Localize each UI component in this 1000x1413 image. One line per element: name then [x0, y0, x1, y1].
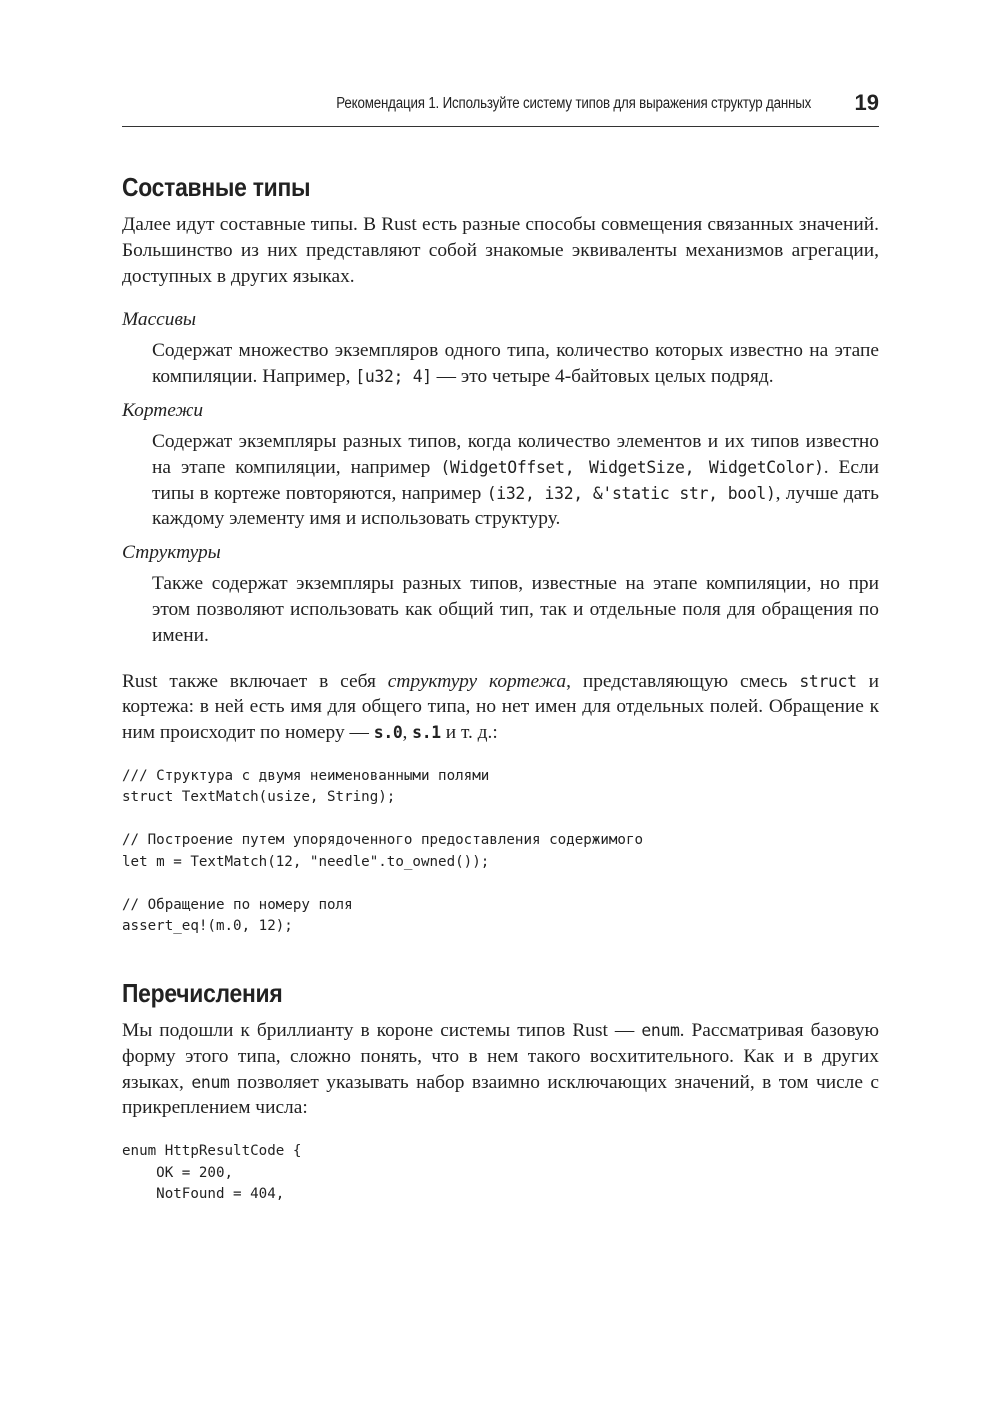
running-header	[122, 92, 879, 127]
running-title: Рекомендация 1. Используйте систему типов для выражения структур данных	[336, 95, 811, 112]
inline-code: (i32, i32, &'static str, bool)	[486, 483, 776, 503]
term-structs: Структуры	[122, 542, 221, 564]
inline-code: (WidgetOffset, WidgetSize, WidgetColor)	[440, 457, 824, 477]
paragraph-text: позволяет указывать набор взаимно исключающих значений, в том числе с прикреплением числа:	[122, 1071, 879, 1119]
code-line: struct TextMatch(usize, String);	[122, 789, 396, 806]
inline-code: enum	[641, 1020, 680, 1040]
code-line: OK = 200,	[122, 1164, 234, 1181]
enum-paragraph	[122, 1018, 879, 1121]
inline-code: s.1	[412, 723, 441, 743]
code-line: NotFound = 404,	[122, 1186, 285, 1203]
code-line: // Построение путем упорядоченного предоставления содержимого	[122, 832, 644, 849]
definition-text: , лучше дать каждому элементу имя и использовать структуру.	[152, 482, 879, 530]
paragraph-text: . Рассматривая базовую форму этого типа, сложно понять, что в нем такого восхитительного. Как и в других языках,	[122, 1019, 879, 1093]
code-line: /// Структура с двумя неименованными полями	[122, 767, 490, 784]
paragraph-text: и кортежа: в ней есть имя для общего типа, но нет имен для отдельных полей. Обращение к ним происходит по номеру —	[122, 670, 879, 744]
definition-text: — это четыре 4-байтовых целых подряд.	[431, 366, 774, 388]
code-block-enum	[122, 1141, 879, 1206]
paragraph-text: ,	[402, 722, 413, 744]
definition-text: Содержат множество экземпляров одного типа, количество которых известно на этапе компиляции. Например,	[152, 340, 879, 388]
term-arrays: Массивы	[122, 309, 197, 331]
inline-code: enum	[191, 1072, 230, 1092]
paragraph-text: Мы подошли к бриллианту в короне системы типов Rust —	[122, 1019, 642, 1041]
inline-code: struct	[799, 671, 857, 691]
definition-arrays	[152, 338, 879, 390]
italic-term: структуру кортежа	[387, 670, 567, 692]
term-tuples: Кортежи	[122, 399, 204, 421]
inline-code: s.0	[373, 723, 403, 743]
definition-text: . Если типы в кортеже повторяются, например	[152, 456, 880, 504]
page-number: 19	[854, 90, 879, 115]
tuple-struct-paragraph	[122, 669, 879, 746]
intro-paragraph: Далее идут составные типы. В Rust есть разные способы совмещения связанных значений. Большинство из них представляют собой знакомые эквиваленты механизмов агрегации, доступных в других языках.	[122, 214, 879, 287]
code-line: // Обращение по номеру поля	[122, 896, 353, 913]
section-heading-compound-types: Составные типы	[122, 172, 311, 202]
paragraph-text: Rust также включает в себя	[122, 670, 388, 692]
code-line: enum HttpResultCode {	[122, 1143, 302, 1160]
paragraph-text: и т. д.:	[440, 722, 498, 744]
paragraph-text: , представляющую смесь	[566, 670, 800, 692]
inline-code: [u32; 4]	[355, 367, 432, 387]
section-heading-enums: Перечисления	[122, 977, 283, 1008]
page-content	[122, 170, 879, 1206]
code-block-tuple-struct	[122, 766, 879, 938]
code-line: let m = TextMatch(12, "needle".to_owned());	[122, 853, 490, 870]
definition-tuples	[152, 429, 879, 532]
definition-structs: Также содержат экземпляры разных типов, известные на этапе компиляции, но при этом позволяют использовать как общий тип, так и отдельные поля для обращения по имени.	[152, 573, 879, 646]
definition-text: Содержат экземпляры разных типов, когда количество элементов и их типов известно на этапе компиляции, например	[152, 430, 879, 478]
code-line: assert_eq!(m.0, 12);	[122, 918, 293, 935]
